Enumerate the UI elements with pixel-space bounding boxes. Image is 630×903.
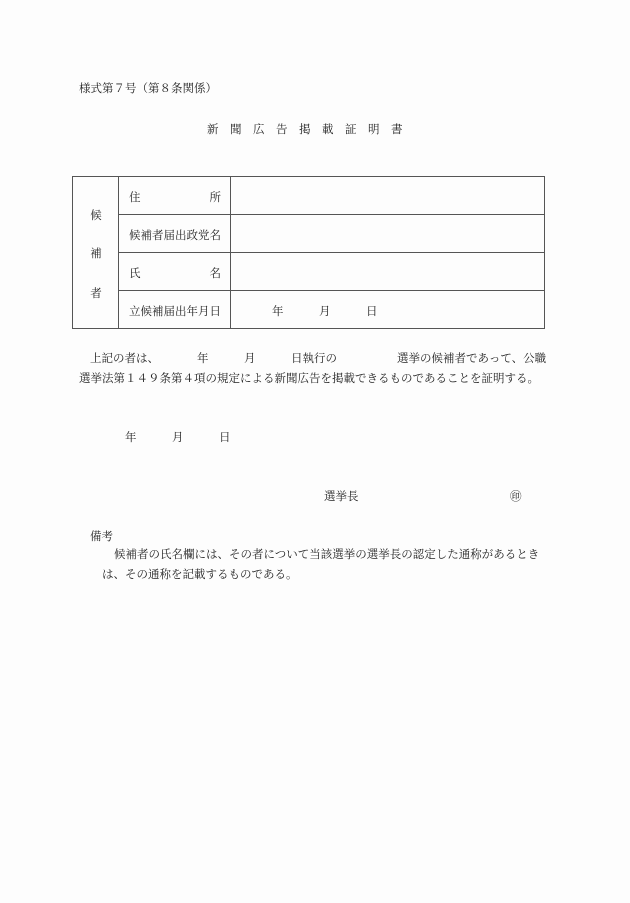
filing-year: 年 xyxy=(272,304,284,318)
election-chief-label: 選挙長 xyxy=(324,489,359,503)
certification-line-2: 選挙法第１４９条第４項の規定による新聞広告を掲載できるものであることを証明する。 xyxy=(79,371,539,385)
candidate-group-label-2: 補 xyxy=(90,246,102,260)
filing-month: 月 xyxy=(319,304,331,318)
filing-date-label: 立候補届出年月日 xyxy=(129,304,221,318)
candidate-table xyxy=(72,176,545,329)
document-title: 新聞広告掲載証明書 xyxy=(207,122,414,136)
election-month: 月 xyxy=(244,351,256,365)
party-label: 候補者届出政党名 xyxy=(129,228,221,242)
candidate-group-label-1: 候 xyxy=(90,208,102,222)
filing-date-field[interactable] xyxy=(231,291,544,328)
remarks-line-1: 候補者の氏名欄には、その者について当該選挙の選挙長の認定した通称があるとき xyxy=(114,547,540,561)
election-year: 年 xyxy=(197,351,209,365)
remarks-heading: 備考 xyxy=(90,529,113,543)
form-number: 様式第７号（第８条関係） xyxy=(79,81,217,95)
seal-mark-icon: ㊞ xyxy=(510,489,522,503)
issue-year: 年 xyxy=(125,430,137,444)
election-day: 日執行の xyxy=(291,351,337,365)
party-field[interactable] xyxy=(231,215,544,252)
issue-day: 日 xyxy=(219,430,231,444)
remarks-line-2: は、その通称を記載するものである。 xyxy=(102,567,298,581)
candidate-group-label-3: 者 xyxy=(90,286,102,300)
name-label: 氏 名 xyxy=(129,266,221,280)
address-label: 住 所 xyxy=(129,190,221,204)
address-field[interactable] xyxy=(231,177,544,214)
name-field[interactable] xyxy=(231,253,544,290)
filing-day: 日 xyxy=(366,304,378,318)
issue-month: 月 xyxy=(172,430,184,444)
